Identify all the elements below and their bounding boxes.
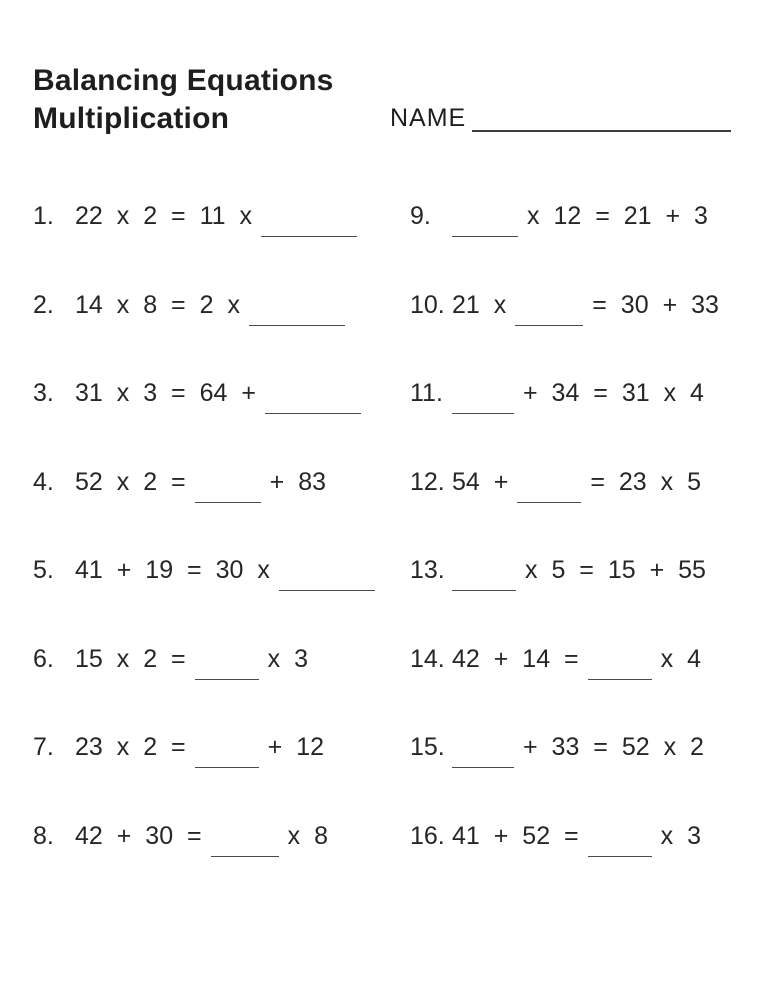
problem-14 xyxy=(410,639,739,728)
answer-blank[interactable] xyxy=(517,501,581,503)
equation-text: + 33 = 52 x 2 xyxy=(523,733,704,761)
problem-3 xyxy=(33,373,410,462)
name-label: NAME xyxy=(390,104,467,132)
equation-text: 21 x xyxy=(452,290,507,319)
answer-blank[interactable] xyxy=(279,589,375,591)
equation-text: 41 + 19 = 30 x xyxy=(75,556,270,584)
equation xyxy=(452,822,710,851)
problem-10 xyxy=(410,285,739,374)
problem-11 xyxy=(410,373,739,462)
problem-5 xyxy=(33,550,410,639)
problem-12 xyxy=(410,462,739,551)
equation-text: + 34 = 31 x 4 xyxy=(523,379,704,407)
problem-9 xyxy=(410,196,739,285)
problem-number: 3. xyxy=(33,379,54,407)
equation-text: = 23 x 5 xyxy=(590,467,702,496)
problem-1 xyxy=(33,196,410,285)
problem-number: 6. xyxy=(33,644,54,673)
answer-blank[interactable] xyxy=(265,412,361,414)
equation xyxy=(75,556,384,585)
problems-grid xyxy=(33,196,739,904)
worksheet-title xyxy=(33,62,334,138)
equation xyxy=(452,291,728,320)
answer-blank[interactable] xyxy=(452,412,514,414)
equation xyxy=(75,733,333,762)
equation-text: 41 + 52 = xyxy=(452,821,579,850)
equation xyxy=(452,556,715,585)
equation-text: + 12 xyxy=(267,733,325,761)
answer-blank[interactable] xyxy=(452,235,518,237)
name-row xyxy=(390,104,731,133)
problem-number: 8. xyxy=(33,821,54,850)
equation-text: x 4 xyxy=(660,644,702,673)
problem-2 xyxy=(33,285,410,374)
problem-number: 14. xyxy=(410,644,445,673)
problem-16 xyxy=(410,816,739,905)
equation-text: 14 x 8 = 2 x xyxy=(75,290,240,319)
equation-text: 52 x 2 = xyxy=(75,467,186,496)
problem-number: 2. xyxy=(33,290,54,319)
answer-blank[interactable] xyxy=(588,678,652,680)
title-line-1: Balancing Equations xyxy=(33,64,334,97)
equation xyxy=(452,468,710,497)
answer-blank[interactable] xyxy=(249,324,345,326)
problem-number: 5. xyxy=(33,556,54,584)
answer-blank[interactable] xyxy=(261,235,357,237)
answer-blank[interactable] xyxy=(515,324,583,326)
answer-blank[interactable] xyxy=(452,766,514,768)
equation-text: x 8 xyxy=(287,821,329,850)
equation-text: 54 + xyxy=(452,467,509,496)
equation-text: 31 x 3 = 64 + xyxy=(75,379,256,407)
problem-number: 4. xyxy=(33,467,54,496)
answer-blank[interactable] xyxy=(211,855,279,857)
problem-8 xyxy=(33,816,410,905)
equation-text: 42 + 30 = xyxy=(75,821,202,850)
problem-number: 1. xyxy=(33,202,54,230)
problem-number: 7. xyxy=(33,733,54,761)
equation-text: 42 + 14 = xyxy=(452,644,579,673)
problem-number: 9. xyxy=(410,202,431,230)
equation xyxy=(452,733,713,762)
equation xyxy=(452,645,710,674)
problem-13 xyxy=(410,550,739,639)
equation-text: x 3 xyxy=(267,644,309,673)
answer-blank[interactable] xyxy=(195,678,259,680)
equation xyxy=(75,202,366,231)
equation xyxy=(75,468,335,497)
problem-4 xyxy=(33,462,410,551)
equation xyxy=(452,202,717,231)
equation-text: x 3 xyxy=(660,821,702,850)
equation-text: + 83 xyxy=(269,467,327,496)
name-input-line[interactable] xyxy=(472,129,731,132)
problem-number: 10. xyxy=(410,290,445,319)
title-line-2: Multiplication xyxy=(33,102,230,135)
problem-number: 15. xyxy=(410,733,445,761)
equation-text: x 5 = 15 + 55 xyxy=(525,556,706,584)
problem-6 xyxy=(33,639,410,728)
equation-text: 22 x 2 = 11 x xyxy=(75,202,252,230)
answer-blank[interactable] xyxy=(195,501,261,503)
equation xyxy=(75,379,370,408)
answer-blank[interactable] xyxy=(195,766,259,768)
answer-blank[interactable] xyxy=(452,589,516,591)
equation xyxy=(75,291,354,320)
answer-blank[interactable] xyxy=(588,855,652,857)
equation-text: = 30 + 33 xyxy=(592,290,719,319)
equation-text: x 12 = 21 + 3 xyxy=(527,202,708,230)
problem-7 xyxy=(33,727,410,816)
equation xyxy=(75,645,317,674)
equation xyxy=(452,379,713,408)
equation-text: 15 x 2 = xyxy=(75,644,186,673)
equation-text: 23 x 2 = xyxy=(75,733,186,761)
problem-15 xyxy=(410,727,739,816)
problem-number: 11. xyxy=(410,379,443,407)
equation xyxy=(75,822,337,851)
problem-number: 12. xyxy=(410,467,445,496)
problem-number: 16. xyxy=(410,821,445,850)
problem-number: 13. xyxy=(410,556,445,584)
